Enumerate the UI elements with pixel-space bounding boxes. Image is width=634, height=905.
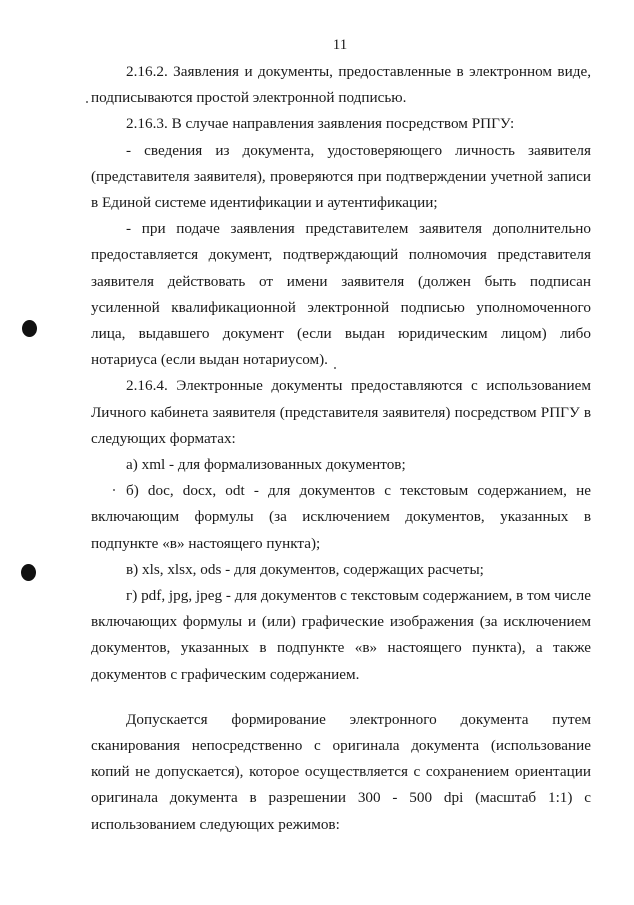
paragraph-scanning-first-line: Допускается формирование электронного документа путем bbox=[126, 710, 591, 728]
paragraph-identity-check: - сведения из документа, удостоверяющего личность заявителя (представителя заявителя), проверяются при подтверждении учетной записи в Единой системе идентификации и аутентификации; bbox=[91, 141, 591, 212]
document-body bbox=[91, 59, 591, 838]
punch-hole-bottom bbox=[21, 564, 36, 581]
list-item-v-xls: в) xls, xlsx, ods - для документов, содержащих расчеты; bbox=[126, 560, 484, 578]
paragraph-representative-document: - при подаче заявления представителем заявителя дополнительно предоставляется документ, подтверждающий полномочия представителя заявителя действовать от имени заявителя (должен быть подписан усиленной квалификационной электронной подписью уполномоченного лица, выдавшего документ (если выдан юридическим лицом) либо нотариуса (если выдан нотариусом). bbox=[91, 220, 591, 369]
paragraph-2-16-2: 2.16.2. Заявления и документы, предоставленные в электронном виде, подписываются простой электронной подписью. bbox=[91, 63, 591, 107]
list-item-g-pdf: г) pdf, jpg, jpeg - для документов с текстовым содержанием, в том числе включающих формулы и (или) графические изображения (за исключением документов, указанных в подпункте «в» настоящего пункта), а также документов с графическим содержанием. bbox=[91, 587, 591, 683]
list-item-b-doc: б) doc, docx, odt - для документов с текстовым содержанием, не включающим формулы (за исключением документов, указанных в подпункте «в» настоящего пункта); bbox=[91, 482, 591, 552]
paragraph-scanning-body: сканирования непосредственно с оригинала документа (использование копий не допускается), которое осуществляется с сохранением ориентации оригинала документа в разрешении 300 - 500 dpi (масштаб 1:1) с использованием следующих режимов: bbox=[91, 737, 591, 833]
punch-hole-top bbox=[22, 320, 37, 337]
paragraph-scanning bbox=[91, 707, 591, 838]
list-item-a-xml: а) xml - для формализованных документов; bbox=[126, 456, 406, 474]
scan-speck bbox=[86, 101, 88, 103]
paragraph-2-16-4: 2.16.4. Электронные документы предоставляются с использованием Личного кабинета заявителя (представителя заявителя) посредством РПГУ в следующих форматах: bbox=[91, 377, 591, 447]
page-number: 11 bbox=[332, 37, 348, 53]
paragraph-2-16-3: 2.16.3. В случае направления заявления посредством РПГУ: bbox=[126, 115, 515, 133]
